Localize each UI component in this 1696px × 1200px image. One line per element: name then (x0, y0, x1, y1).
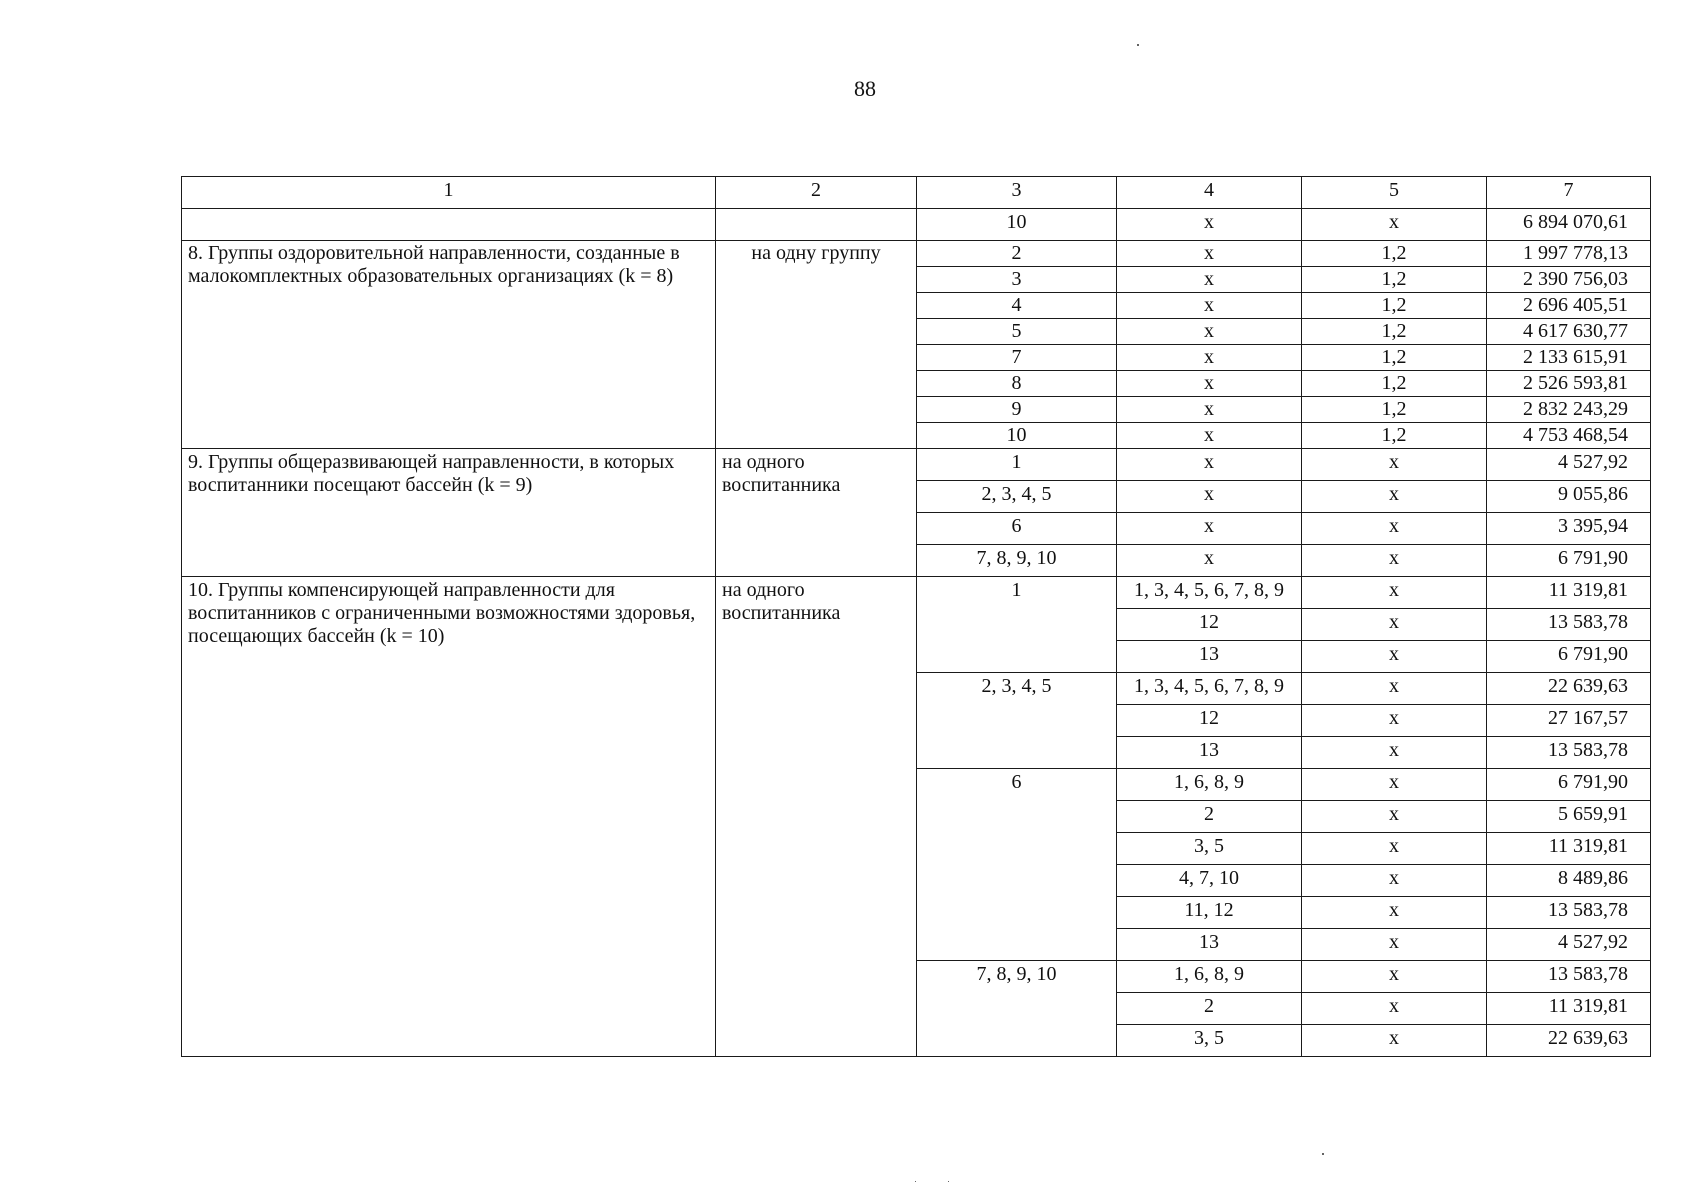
header-cell: 2 (716, 177, 917, 209)
cell-col7: 13 583,78 (1487, 737, 1651, 769)
cell-col7: 27 167,57 (1487, 705, 1651, 737)
cell-col5: 1,2 (1302, 371, 1487, 397)
tariff-table (181, 176, 1651, 1057)
group-8-description: 8. Группы оздоровительной направленности, созданные в малокомплектных образовательных организациях (k = 8) (182, 241, 716, 449)
cell-col5: x (1302, 865, 1487, 897)
page-number: 88 (854, 76, 876, 101)
cell-col4: 2 (1117, 801, 1302, 833)
cell-col3: 3 (917, 267, 1117, 293)
cell-col7: 1 997 778,13 (1487, 241, 1651, 267)
cell-col7: 13 583,78 (1487, 961, 1651, 993)
cell-col5: x (1302, 1025, 1487, 1057)
header-cell: 5 (1302, 177, 1487, 209)
cell-col4: x (1117, 513, 1302, 545)
cell-col5: x (1302, 481, 1487, 513)
cell-col7: 9 055,86 (1487, 481, 1651, 513)
cell-col4: 13 (1117, 641, 1302, 673)
cell-col7: 6 894 070,61 (1487, 209, 1651, 241)
cell-col4: x (1117, 319, 1302, 345)
cell-col7: 6 791,90 (1487, 641, 1651, 673)
cell-col3: 10 (917, 423, 1117, 449)
cell-col3: 7, 8, 9, 10 (917, 545, 1117, 577)
cell-col7: 4 527,92 (1487, 929, 1651, 961)
cell-col7: 6 791,90 (1487, 769, 1651, 801)
cell-col7: 4 753 468,54 (1487, 423, 1651, 449)
cell-col7: 11 319,81 (1487, 833, 1651, 865)
cell-col4: x (1117, 545, 1302, 577)
cell-col4: 12 (1117, 705, 1302, 737)
empty-cell (716, 209, 917, 241)
cell-col4: 1, 3, 4, 5, 6, 7, 8, 9 (1117, 673, 1302, 705)
cell-col4: 12 (1117, 609, 1302, 641)
cell-col3: 6 (917, 513, 1117, 545)
header-cell: 1 (182, 177, 716, 209)
cell-col5: x (1302, 833, 1487, 865)
cell-col4: 13 (1117, 737, 1302, 769)
cell-col5: x (1302, 897, 1487, 929)
cell-col5: 1,2 (1302, 241, 1487, 267)
group-9-description: 9. Группы общеразвивающей направленности, в которых воспитанники посещают бассейн (k = 9) (182, 449, 716, 577)
cell-col5: x (1302, 769, 1487, 801)
cell-col3: 10 (917, 209, 1117, 241)
cell-col7: 22 639,63 (1487, 673, 1651, 705)
cell-col3: 8 (917, 371, 1117, 397)
cell-col5: 1,2 (1302, 423, 1487, 449)
cell-col5: x (1302, 961, 1487, 993)
cell-col5: x (1302, 737, 1487, 769)
cell-col4: 1, 3, 4, 5, 6, 7, 8, 9 (1117, 577, 1302, 609)
cell-col4: x (1117, 267, 1302, 293)
cell-col4: 4, 7, 10 (1117, 865, 1302, 897)
cell-col3: 5 (917, 319, 1117, 345)
cell-col4: x (1117, 449, 1302, 481)
cell-col7: 11 319,81 (1487, 993, 1651, 1025)
subgroup-col3: 1 (917, 577, 1117, 673)
cell-col5: x (1302, 609, 1487, 641)
subgroup-col3: 6 (917, 769, 1117, 961)
cell-col4: x (1117, 423, 1302, 449)
table-row (182, 209, 1651, 241)
scan-speck (948, 1181, 949, 1182)
cell-col7: 3 395,94 (1487, 513, 1651, 545)
cell-col4: x (1117, 293, 1302, 319)
cell-col5: 1,2 (1302, 267, 1487, 293)
cell-col4: x (1117, 209, 1302, 241)
cell-col4: 1, 6, 8, 9 (1117, 961, 1302, 993)
table-row (182, 241, 1651, 267)
cell-col4: 1, 6, 8, 9 (1117, 769, 1302, 801)
group-10-unit: на одного воспитанника (716, 577, 917, 1057)
cell-col7: 2 832 243,29 (1487, 397, 1651, 423)
cell-col3: 9 (917, 397, 1117, 423)
cell-col3: 7 (917, 345, 1117, 371)
cell-col7: 4 617 630,77 (1487, 319, 1651, 345)
cell-col7: 11 319,81 (1487, 577, 1651, 609)
cell-col3: 4 (917, 293, 1117, 319)
cell-col4: 11, 12 (1117, 897, 1302, 929)
cell-col4: 3, 5 (1117, 1025, 1302, 1057)
cell-col7: 13 583,78 (1487, 897, 1651, 929)
cell-col5: x (1302, 705, 1487, 737)
group-10-description: 10. Группы компенсирующей направленности для воспитанников с ограниченными возможностями здоровья, посещающих бассейн (k = 10) (182, 577, 716, 1057)
empty-cell (182, 209, 716, 241)
cell-col5: x (1302, 993, 1487, 1025)
cell-col3: 1 (917, 449, 1117, 481)
cell-col7: 4 527,92 (1487, 449, 1651, 481)
cell-col4: x (1117, 397, 1302, 423)
cell-col7: 5 659,91 (1487, 801, 1651, 833)
cell-col3: 2 (917, 241, 1117, 267)
cell-col4: x (1117, 371, 1302, 397)
cell-col5: x (1302, 449, 1487, 481)
cell-col4: x (1117, 481, 1302, 513)
cell-col7: 2 133 615,91 (1487, 345, 1651, 371)
header-cell: 3 (917, 177, 1117, 209)
cell-col5: 1,2 (1302, 397, 1487, 423)
subgroup-col3: 7, 8, 9, 10 (917, 961, 1117, 1057)
cell-col3: 2, 3, 4, 5 (917, 481, 1117, 513)
cell-col7: 22 639,63 (1487, 1025, 1651, 1057)
cell-col5: x (1302, 929, 1487, 961)
table-row (182, 577, 1651, 609)
scan-speck (915, 1181, 916, 1182)
header-row (182, 177, 1651, 209)
header-cell: 4 (1117, 177, 1302, 209)
cell-col5: x (1302, 545, 1487, 577)
cell-col5: x (1302, 577, 1487, 609)
group-8-unit: на одну группу (716, 241, 917, 449)
cell-col4: x (1117, 241, 1302, 267)
cell-col5: x (1302, 209, 1487, 241)
cell-col5: 1,2 (1302, 319, 1487, 345)
header-cell: 7 (1487, 177, 1651, 209)
cell-col4: 13 (1117, 929, 1302, 961)
scan-speck (1322, 1153, 1324, 1155)
cell-col4: x (1117, 345, 1302, 371)
cell-col5: x (1302, 801, 1487, 833)
cell-col5: x (1302, 513, 1487, 545)
cell-col5: 1,2 (1302, 345, 1487, 371)
cell-col7: 2 390 756,03 (1487, 267, 1651, 293)
cell-col7: 8 489,86 (1487, 865, 1651, 897)
cell-col7: 2 526 593,81 (1487, 371, 1651, 397)
cell-col4: 3, 5 (1117, 833, 1302, 865)
cell-col4: 2 (1117, 993, 1302, 1025)
table-row (182, 449, 1651, 481)
cell-col5: 1,2 (1302, 293, 1487, 319)
subgroup-col3: 2, 3, 4, 5 (917, 673, 1117, 769)
scan-speck (1137, 44, 1139, 46)
cell-col7: 13 583,78 (1487, 609, 1651, 641)
cell-col7: 2 696 405,51 (1487, 293, 1651, 319)
cell-col5: x (1302, 673, 1487, 705)
cell-col5: x (1302, 641, 1487, 673)
group-9-unit: на одного воспитанника (716, 449, 917, 577)
cell-col7: 6 791,90 (1487, 545, 1651, 577)
